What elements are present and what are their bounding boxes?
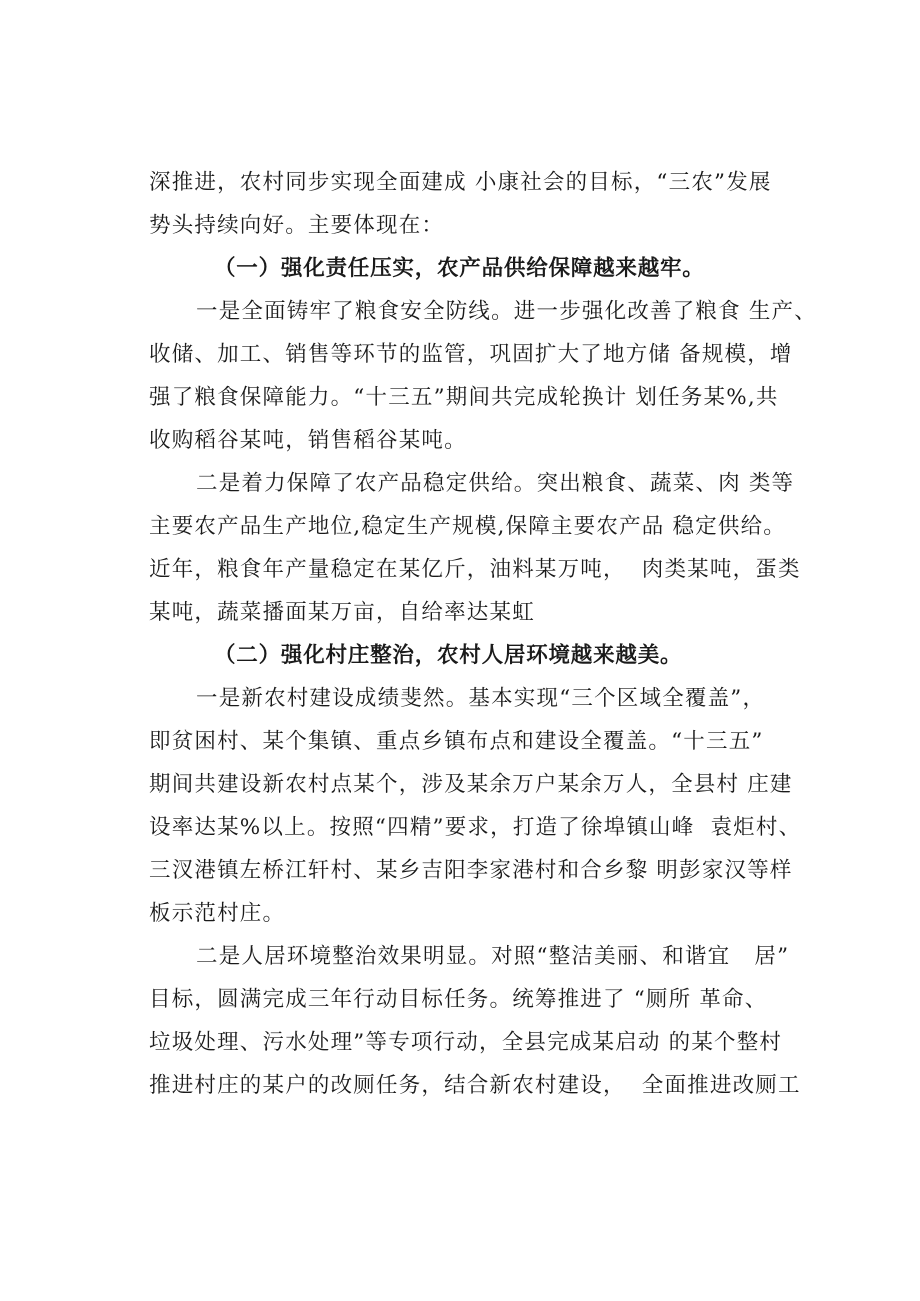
body-text-line: 板示范村庄。 — [149, 901, 286, 926]
body-text-line: 收储、加工、销售等环节的监管，巩固扩大了地方储 备规模，增 — [149, 342, 793, 367]
body-text-line: 近年，粮食年产量稳定在某亿斤，油料某万吨， 肉类某吨，蛋类 — [149, 557, 801, 582]
paragraph-start-line: 一是新农村建设成绩斐然。基本实现“三个区域全覆盖”， — [196, 686, 766, 711]
section-heading-1: （一）强化责任压实，农产品供给保障越来越牢。 — [214, 256, 705, 281]
body-text-line: 期间共建设新农村点某个，涉及某余万户某余万人，全县村 庄建 — [149, 772, 793, 797]
body-text-line: 收购稻谷某吨，销售稻谷某吨。 — [149, 428, 467, 453]
body-text-line: 势头持续向好。主要体现在： — [149, 213, 445, 238]
paragraph-start-line: 二是着力保障了农产品稳定供给。突出粮食、蔬菜、肉 类等 — [196, 471, 795, 496]
body-text-line: 三汊港镇左桥江轩村、某乡吉阳李家港村和合乡黎 明彭家汉等样 — [149, 858, 793, 883]
body-text-line: 设率达某%以上。按照“四精”要求，打造了徐埠镇山峰 袁炬村、 — [149, 815, 802, 840]
body-text-line: 主要农产品生产地位,稳定生产规模,保障主要农产品 稳定供给。 — [149, 514, 787, 539]
body-text-line: 垃圾处理、污水处理”等专项行动，全县完成某启动 的某个整村 — [149, 1030, 783, 1055]
section-heading-2: （二）强化村庄整治，农村人居环境越来越美。 — [214, 643, 683, 668]
body-text-line: 深推进，农村同步实现全面建成 小康社会的目标，“三农”发展 — [149, 170, 772, 195]
body-text-line: 某吨，蔬菜播面某万亩，自给率达某虹 — [149, 600, 535, 625]
paragraph-start-line: 二是人居环境整治效果明显。对照“整洁美丽、和谐宜 居” — [196, 944, 790, 969]
body-text-line: 目标，圆满完成三年行动目标任务。统筹推进了 “厕所 革命、 — [149, 987, 768, 1012]
body-text-line: 推进村庄的某户的改厕任务，结合新农村建设， 全面推进改厕工 — [149, 1073, 801, 1098]
body-text-line: 强了粮食保障能力。“十三五”期间共完成轮换计 划任务某%,共 — [149, 385, 779, 410]
body-text-line: 即贫困村、某个集镇、重点乡镇布点和建设全覆盖。“十三五” — [149, 729, 764, 754]
paragraph-start-line: 一是全面铸牢了粮食安全防线。进一步强化改善了粮食 生产、 — [196, 299, 817, 324]
